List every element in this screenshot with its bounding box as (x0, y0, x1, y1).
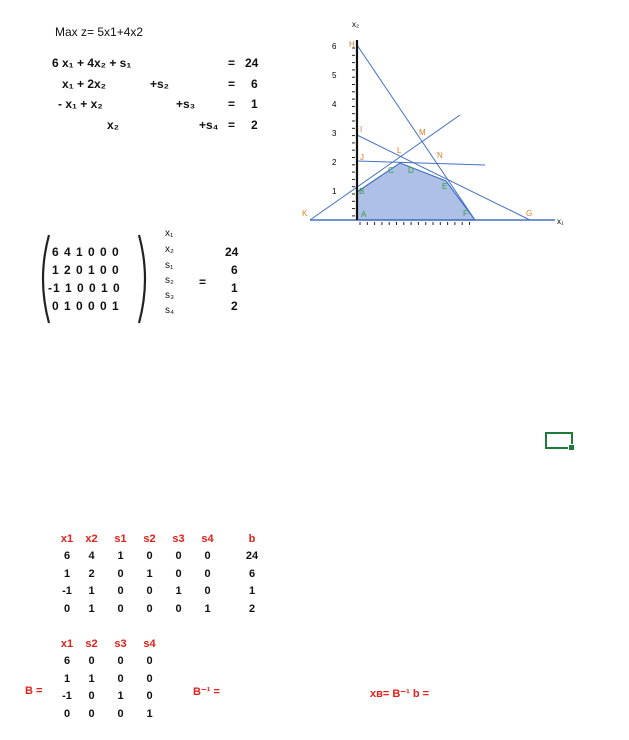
matrix-row-4: 0 1 0 0 0 1 (52, 299, 120, 313)
cell: 1 (204, 602, 211, 615)
cell: 0 (175, 550, 182, 563)
point-label-L: L (397, 146, 402, 155)
table-a-header-s1: s1 (114, 532, 127, 545)
cell: 2 (88, 567, 95, 580)
point-label-K: K (302, 209, 308, 218)
rhs-4: 2 (231, 299, 238, 313)
matrix-row-1: 6 4 1 0 0 0 (52, 245, 120, 259)
basis-header-s2: s2 (85, 637, 98, 650)
cell: 2 (248, 602, 256, 615)
point-label-N: N (437, 151, 443, 160)
cell: -1 (62, 585, 72, 598)
feasible-region (357, 163, 475, 220)
point-label-C: C (388, 166, 394, 175)
basis-header-s3: s3 (114, 637, 127, 650)
cell: 1 (88, 602, 95, 615)
cell: 1 (117, 690, 124, 703)
cell: 0 (146, 550, 153, 563)
rhs-2: 6 (231, 263, 238, 277)
cell: 1 (175, 585, 182, 598)
cell: 4 (88, 550, 95, 563)
cell: 0 (204, 585, 211, 598)
cell: 0 (63, 707, 71, 720)
cell: 1 (88, 672, 95, 685)
cell: 0 (175, 602, 182, 615)
cell: 0 (146, 655, 153, 668)
cell: 0 (117, 672, 124, 685)
table-a-header-s4: s4 (201, 532, 214, 545)
constraint-1-lhs: 6 x₁ + 4x₂ + s₁ (52, 56, 132, 70)
point-label-I: I (360, 125, 363, 134)
point-label-B: B (359, 187, 365, 196)
var-s3: s₃ (165, 290, 175, 301)
constraint-2-eq: = (228, 77, 236, 91)
basis-header-s4: s4 (143, 637, 156, 650)
cell: 0 (146, 690, 153, 703)
matrix-row-3: -1 1 0 0 1 0 (48, 281, 121, 295)
xb-formula-label: xʙ= B⁻¹ b = (370, 688, 430, 700)
var-x1: x₁ (165, 228, 174, 239)
y-tick-label-6: 6 (332, 42, 337, 51)
var-x2: x₂ (165, 244, 174, 255)
cell: 1 (117, 550, 124, 563)
feasible-region-graph (300, 15, 575, 230)
table-a-header-x1: x1 (60, 532, 74, 545)
cell: 0 (204, 550, 211, 563)
point-label-G: G (526, 209, 533, 218)
point-label-J: J (360, 153, 364, 162)
cell: 1 (248, 585, 256, 598)
cell: 1 (146, 707, 153, 720)
constraint-3-lhs: - x₁ + x₂ (58, 97, 103, 111)
cell: 0 (117, 602, 124, 615)
table-row (57, 653, 164, 671)
cell: 0 (88, 690, 95, 703)
constraint-line-4 (357, 161, 485, 165)
cell: 0 (146, 672, 153, 685)
point-label-M: M (419, 128, 426, 137)
cell: 0 (117, 707, 124, 720)
x-axis-label: x₁ (557, 217, 564, 226)
table-row (57, 705, 164, 723)
y-tick-label-3: 3 (332, 129, 337, 138)
constraint-2-lhs: x₁ + 2x₂ (62, 77, 106, 91)
cell: 6 (63, 655, 71, 668)
table-a-header-s2: s2 (143, 532, 156, 545)
constraint-3-eq: = (228, 97, 236, 111)
cell: 0 (117, 567, 124, 580)
cell: 0 (204, 567, 211, 580)
constraint-1-eq: = (228, 56, 236, 70)
var-s4: s₄ (165, 305, 175, 316)
cell: 0 (63, 602, 71, 615)
matrix-row-2: 1 2 0 1 0 0 (52, 263, 120, 277)
table-row (57, 583, 282, 601)
basis-matrix-table (57, 635, 164, 723)
objective-function: Max z= 5x1+4x2 (55, 25, 144, 39)
rhs-3: 1 (231, 281, 238, 295)
constraint-4-rhs: 2 (251, 118, 258, 132)
cell: 6 (63, 550, 71, 563)
table-a-header-s3: s3 (172, 532, 185, 545)
basis-label: B = (25, 685, 43, 697)
table-a-header-x2: x2 (85, 532, 98, 545)
table-row (57, 600, 282, 618)
cell: 0 (117, 655, 124, 668)
cell: 1 (63, 672, 71, 685)
selected-cell[interactable] (545, 432, 573, 449)
constraint-4-eq: = (228, 118, 236, 132)
cell: -1 (62, 690, 72, 703)
constraint-4-lhs: x₂ (107, 118, 120, 132)
cell: 1 (88, 585, 95, 598)
constraint-2-slack: +s₂ (150, 77, 170, 91)
table-a (57, 530, 282, 618)
cell: 0 (146, 585, 153, 598)
y-tick-label-2: 2 (332, 158, 337, 167)
cell: 0 (117, 585, 124, 598)
cell: 0 (175, 567, 182, 580)
x-axis-ticks (360, 222, 470, 225)
table-row (57, 548, 282, 566)
basis-header-x1: x1 (60, 637, 74, 650)
cell: 24 (245, 550, 259, 563)
cell: 6 (248, 567, 256, 580)
y-tick-label-5: 5 (332, 71, 337, 80)
constraint-2-rhs: 6 (251, 77, 258, 91)
constraint-3-rhs: 1 (251, 97, 258, 111)
cell: 0 (88, 707, 95, 720)
point-label-A: A (361, 210, 367, 219)
y-tick-label-1: 1 (332, 187, 337, 196)
cell: 0 (146, 602, 153, 615)
constraint-4-slack: +s₄ (199, 118, 219, 132)
var-s2: s₂ (165, 275, 174, 286)
table-a-header-b: b (248, 532, 256, 545)
table-row (57, 565, 282, 583)
point-label-E: E (442, 182, 448, 191)
y-axis-label: x₂ (352, 20, 360, 29)
matrix-equals-sign: = (199, 275, 207, 289)
table-row (57, 670, 164, 688)
cell: 0 (88, 655, 95, 668)
cell: 1 (63, 567, 71, 580)
constraint-3-slack: +s₃ (176, 97, 196, 111)
var-s1: s₁ (165, 260, 174, 271)
point-label-F: F (463, 209, 468, 218)
table-a-header (57, 530, 282, 548)
cell: 1 (146, 567, 153, 580)
point-label-D: D (408, 166, 414, 175)
point-label-H: H (349, 40, 355, 49)
basis-inverse-label: B⁻¹ = (193, 686, 220, 698)
y-tick-label-4: 4 (332, 100, 337, 109)
basis-header (57, 635, 164, 653)
table-row (57, 688, 164, 706)
constraint-1-rhs: 24 (245, 56, 259, 70)
rhs-1: 24 (225, 245, 239, 259)
